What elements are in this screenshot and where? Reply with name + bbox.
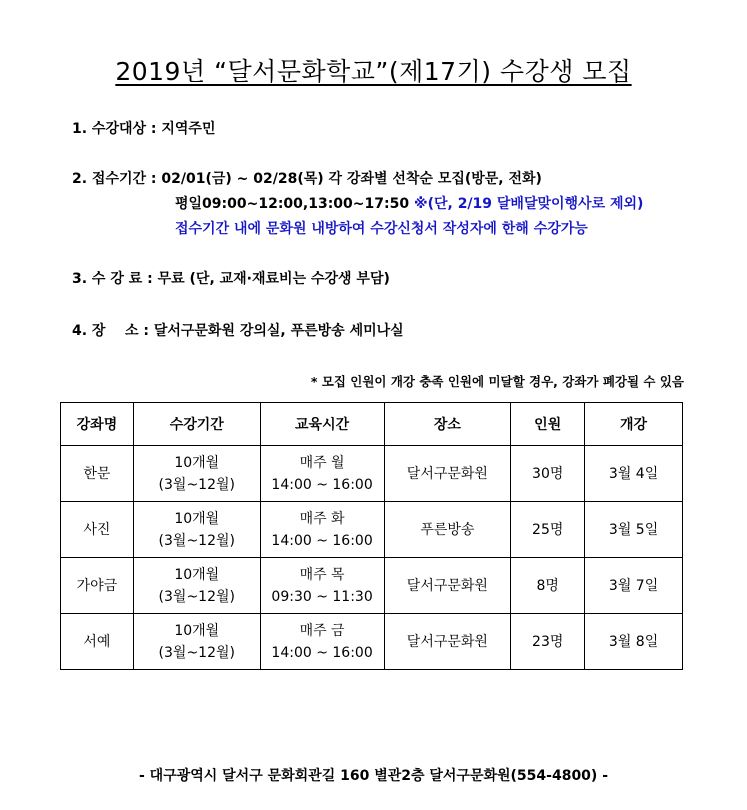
table-row bbox=[61, 446, 683, 502]
cell-hours: 14:00 ~ 16:00 bbox=[271, 644, 373, 661]
cell-count: 25명 bbox=[511, 502, 585, 558]
cell-period bbox=[133, 558, 260, 614]
cell-count: 8명 bbox=[511, 558, 585, 614]
cell-day: 매주 월 bbox=[299, 454, 345, 471]
item-target: 1. 수강대상 : 지역주민 bbox=[72, 121, 216, 137]
cell-start: 3월 4일 bbox=[585, 446, 683, 502]
closure-notice: * 모집 인원이 개강 충족 인원에 미달할 경우, 강좌가 폐강될 수 있음 bbox=[310, 374, 684, 389]
item-period-hours bbox=[175, 193, 643, 213]
cell-place: 달서구문화원 bbox=[384, 558, 511, 614]
cell-hours: 14:00 ~ 16:00 bbox=[271, 476, 373, 493]
header-course-name: 강좌명 bbox=[61, 403, 134, 446]
cell-range: (3월~12월) bbox=[158, 476, 235, 493]
cell-start: 3월 5일 bbox=[585, 502, 683, 558]
item-fee: 3. 수 강 료 : 무료 (단, 교재·재료비는 수강생 부담) bbox=[72, 271, 390, 287]
cell-place: 달서구문화원 bbox=[384, 446, 511, 502]
cell-time bbox=[260, 502, 384, 558]
footer-address: - 대구광역시 달서구 문화회관길 160 별관2층 달서구문화원(554-4800) - bbox=[138, 768, 609, 784]
cell-range: (3월~12월) bbox=[158, 644, 235, 661]
cell-course-name: 가야금 bbox=[61, 558, 134, 614]
cell-start: 3월 8일 bbox=[585, 614, 683, 670]
page-title: 2019년 “달서문화학교”(제17기) 수강생 모집 bbox=[115, 57, 632, 86]
cell-period bbox=[133, 614, 260, 670]
cell-course-name: 서예 bbox=[61, 614, 134, 670]
cell-hours: 09:30 ~ 11:30 bbox=[271, 588, 373, 605]
cell-period bbox=[133, 446, 260, 502]
cell-time bbox=[260, 558, 384, 614]
cell-course-name: 사진 bbox=[61, 502, 134, 558]
cell-time bbox=[260, 614, 384, 670]
cell-period bbox=[133, 502, 260, 558]
item-period-note: 접수기간 내에 문화원 내방하여 수강신청서 작성자에 한해 수강가능 bbox=[175, 221, 588, 237]
cell-day: 매주 목 bbox=[299, 566, 345, 583]
table-row bbox=[61, 558, 683, 614]
item-place: 4. 장 소 : 달서구문화원 강의실, 푸른방송 세미나실 bbox=[72, 323, 404, 339]
cell-time bbox=[260, 446, 384, 502]
table-row bbox=[61, 502, 683, 558]
cell-hours: 14:00 ~ 16:00 bbox=[271, 532, 373, 549]
table-row bbox=[61, 614, 683, 670]
header-time: 교육시간 bbox=[260, 403, 384, 446]
cell-range: (3월~12월) bbox=[158, 588, 235, 605]
cell-count: 23명 bbox=[511, 614, 585, 670]
cell-start: 3월 7일 bbox=[585, 558, 683, 614]
cell-count: 30명 bbox=[511, 446, 585, 502]
course-table bbox=[60, 402, 683, 670]
header-start: 개강 bbox=[585, 403, 683, 446]
table-header-row bbox=[61, 403, 683, 446]
cell-place: 달서구문화원 bbox=[384, 614, 511, 670]
header-place: 장소 bbox=[384, 403, 511, 446]
cell-months: 10개월 bbox=[174, 622, 220, 639]
cell-months: 10개월 bbox=[174, 566, 220, 583]
period-hours-text: 평일09:00~12:00,13:00~17:50 bbox=[175, 196, 414, 212]
item-period: 2. 접수기간 : 02/01(금) ~ 02/28(목) 각 강좌별 선착순 모집(방문, 전화) bbox=[72, 171, 542, 187]
cell-course-name: 한문 bbox=[61, 446, 134, 502]
cell-place: 푸른방송 bbox=[384, 502, 511, 558]
cell-range: (3월~12월) bbox=[158, 532, 235, 549]
header-period: 수강기간 bbox=[133, 403, 260, 446]
cell-day: 매주 화 bbox=[299, 510, 345, 527]
period-exception-text: ※(단, 2/19 달배달맞이행사로 제외) bbox=[413, 196, 644, 212]
cell-months: 10개월 bbox=[174, 454, 220, 471]
cell-months: 10개월 bbox=[174, 510, 220, 527]
header-count: 인원 bbox=[511, 403, 585, 446]
cell-day: 매주 금 bbox=[299, 622, 345, 639]
